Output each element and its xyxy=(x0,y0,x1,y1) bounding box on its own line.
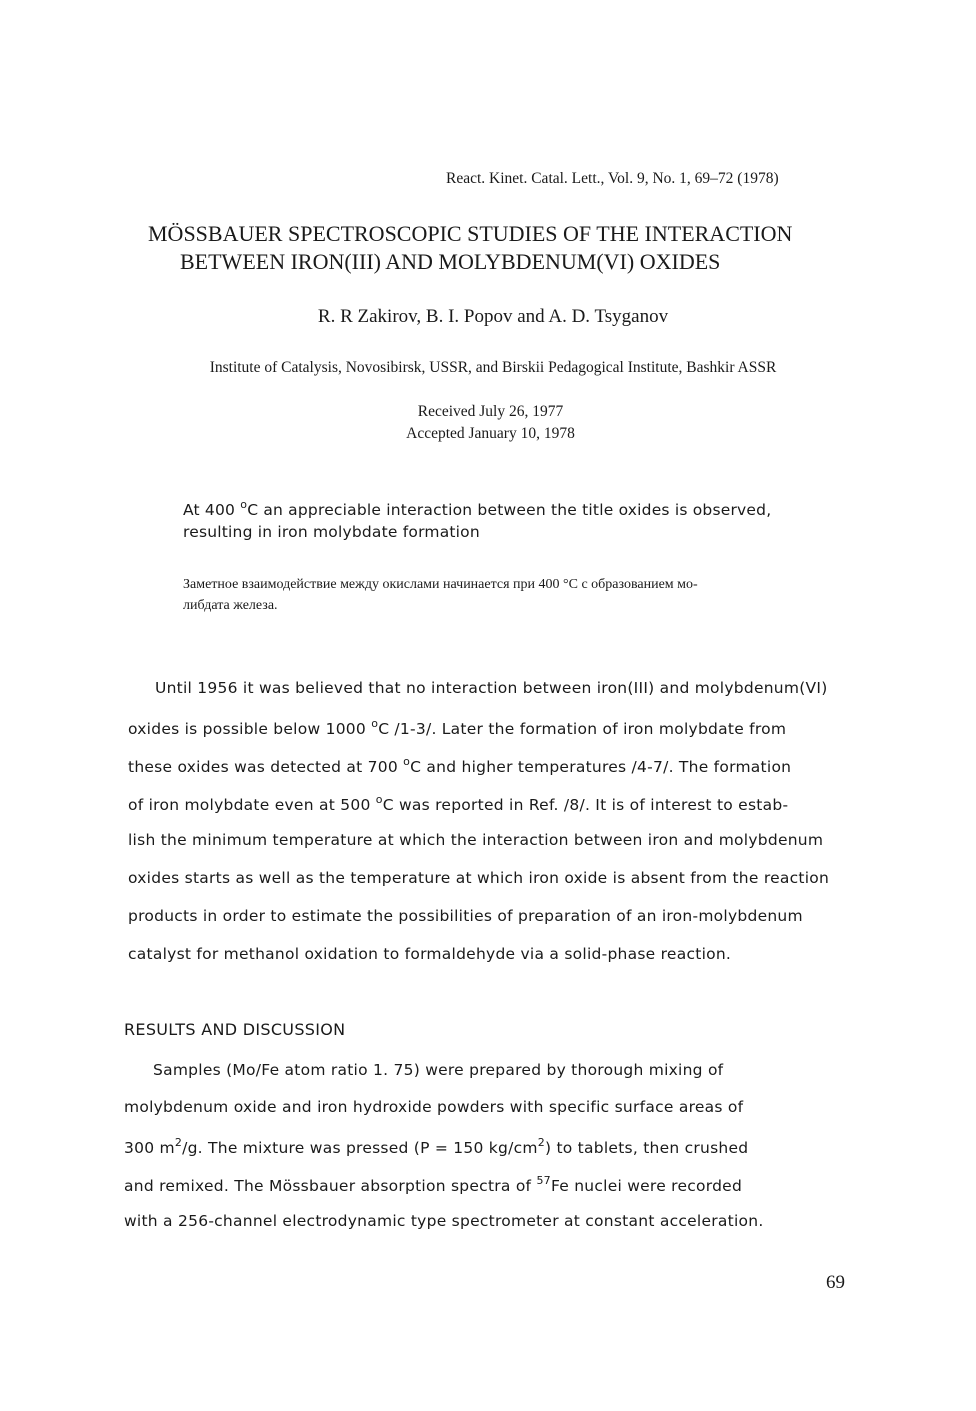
intro-line xyxy=(128,793,788,814)
intro-text: C was reported in Ref. /8/. It is of interest to estab- xyxy=(382,796,789,814)
results-line xyxy=(124,1136,748,1157)
title-line-1: MÖSSBAUER SPECTROSCOPIC STUDIES OF THE INTERACTION xyxy=(148,221,793,246)
intro-text: of iron molybdate even at 500 xyxy=(128,796,376,814)
abstract-english-line-1 xyxy=(183,498,771,519)
intro-text: these oxides was detected at 700 xyxy=(128,758,404,776)
results-line: molybdenum oxide and iron hydroxide powders with specific surface areas of xyxy=(124,1098,744,1116)
author-list: R. R Zakirov, B. I. Popov and A. D. Tsyganov xyxy=(317,306,669,327)
intro-text: oxides is possible below 1000 xyxy=(128,720,372,738)
intro-line: products in order to estimate the possibilities of preparation of an iron-molybdenum xyxy=(128,907,803,925)
results-text: ) to tablets, then crushed xyxy=(544,1139,749,1157)
title-line-2: BETWEEN IRON(III) AND MOLYBDENUM(VI) OXIDES xyxy=(180,249,721,274)
abstract-russian-line-2: либдата железа. xyxy=(183,598,278,613)
intro-line xyxy=(128,717,786,738)
superscript: o xyxy=(403,755,411,768)
accepted-date: Accepted January 10, 1978 xyxy=(406,425,575,442)
intro-text: C /1-3/. Later the formation of iron molybdate from xyxy=(378,720,787,738)
results-text: 300 m xyxy=(124,1139,175,1157)
results-text: and remixed. The Mössbauer absorption spectra of xyxy=(124,1177,537,1195)
superscript: o xyxy=(240,498,248,511)
superscript: 2 xyxy=(174,1136,183,1149)
abstract-text: At 400 xyxy=(183,501,241,519)
intro-line: catalyst for methanol oxidation to formaldehyde via a solid-phase reaction. xyxy=(128,945,732,963)
results-line xyxy=(124,1174,742,1195)
results-line: Samples (Mo/Fe atom ratio 1. 75) were prepared by thorough mixing of xyxy=(153,1061,724,1079)
page-number: 69 xyxy=(826,1272,845,1293)
intro-line: Until 1956 it was believed that no interaction between iron(III) and molybdenum(VI) xyxy=(155,679,828,697)
intro-text: C and higher temperatures /4-7/. The formation xyxy=(410,758,792,776)
intro-line: oxides starts as well as the temperature at which iron oxide is absent from the reaction xyxy=(128,869,830,887)
section-heading: RESULTS AND DISCUSSION xyxy=(124,1020,346,1039)
abstract-russian-line-1: Заметное взаимодействие между окислами начинается при 400 °С с образованием мо- xyxy=(183,577,698,592)
abstract-text: C an appreciable interaction between the title oxides is observed, xyxy=(247,501,772,519)
journal-reference: React. Kinet. Catal. Lett., Vol. 9, No. 1, 69–72 (1978) xyxy=(446,170,779,187)
superscript: 2 xyxy=(537,1136,545,1149)
affiliation: Institute of Catalysis, Novosibirsk, USSR, and Birskii Pedagogical Institute, Bashkir ASSR xyxy=(209,359,777,376)
abstract-english-line-2: resulting in iron molybdate formation xyxy=(183,523,480,541)
intro-line xyxy=(128,755,791,776)
superscript: 57 xyxy=(536,1174,551,1187)
received-date: Received July 26, 1977 xyxy=(417,403,564,420)
results-line: with a 256-channel electrodynamic type spectrometer at constant acceleration. xyxy=(124,1212,764,1230)
superscript: o xyxy=(375,793,383,806)
superscript: o xyxy=(371,717,379,730)
results-text: Fe nuclei were recorded xyxy=(550,1177,743,1195)
intro-line: lish the minimum temperature at which the interaction between iron and molybdenum xyxy=(128,831,824,849)
results-text: /g. The mixture was pressed (P = 150 kg/cm xyxy=(182,1139,538,1157)
